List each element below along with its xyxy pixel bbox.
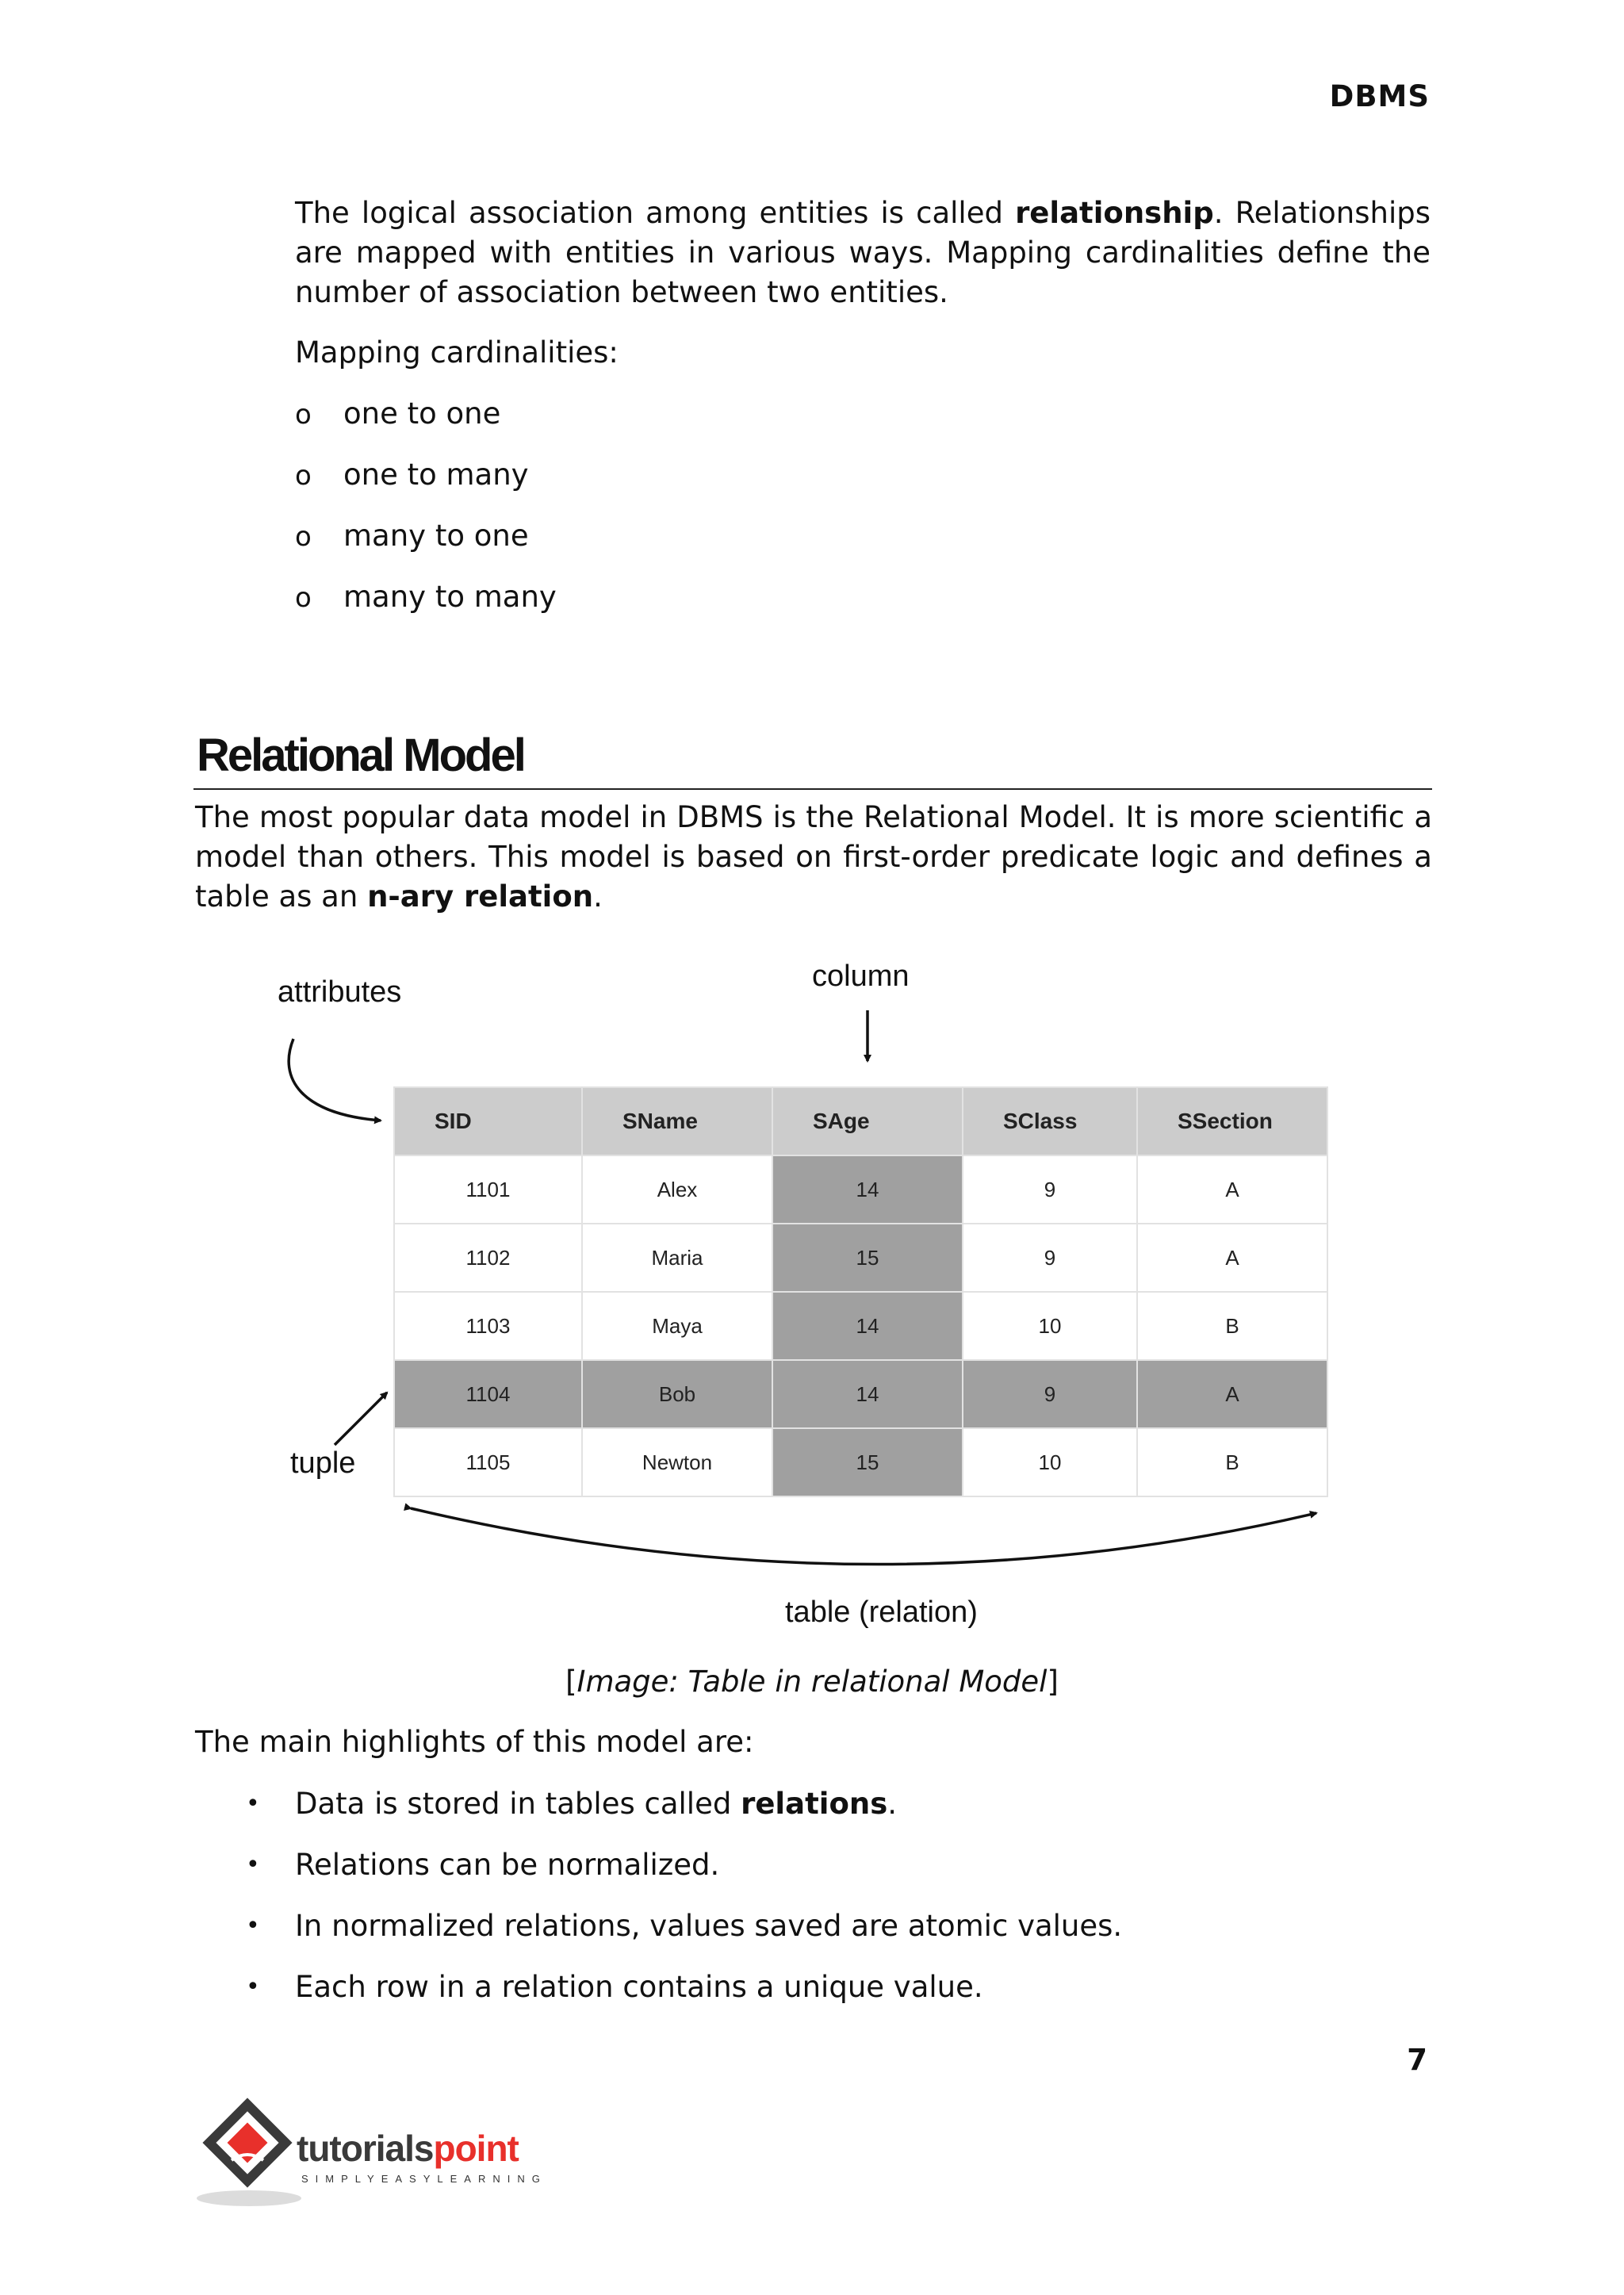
page-header-title: DBMS: [1329, 79, 1430, 113]
relational-table-figure: [270, 960, 1364, 1657]
figure-caption: [0, 1662, 1624, 1702]
page-number: 7: [1407, 2043, 1427, 2077]
section-text-post: .: [593, 879, 603, 914]
section-paragraph: [195, 798, 1432, 917]
table-row: [394, 1292, 1327, 1360]
section-heading: Relational Model: [197, 730, 524, 781]
highlighted-tuple-row: [394, 1360, 1327, 1428]
table-relation-label: table (relation): [785, 1596, 978, 1629]
list-item: many to one: [343, 519, 529, 553]
column-label: column: [812, 960, 910, 993]
list-item: Each row in a relation contains a unique value.: [295, 1970, 983, 2004]
table-cell: 1105: [394, 1428, 582, 1496]
list-item: one to many: [343, 458, 529, 492]
table-cell: 14: [772, 1292, 963, 1360]
list-item: [295, 1784, 897, 1824]
table-cell: 9: [963, 1224, 1137, 1292]
table-cell: 10: [963, 1292, 1137, 1360]
table-cell: B: [1137, 1292, 1327, 1360]
column-header: SClass: [963, 1087, 1137, 1155]
list-bullet: •: [246, 1851, 260, 1879]
table-cell: A: [1137, 1224, 1327, 1292]
table-cell: Alex: [582, 1155, 772, 1224]
table-row: [394, 1155, 1327, 1224]
column-header: SAge: [772, 1087, 963, 1155]
list-item-bold: relations: [741, 1787, 888, 1821]
logo-wordmark: [297, 2127, 519, 2170]
table-cell: 14: [772, 1360, 963, 1428]
table-row: [394, 1224, 1327, 1292]
table-cell: 15: [772, 1224, 963, 1292]
intro-paragraph: [295, 193, 1431, 312]
list-bullet: •: [246, 1790, 260, 1818]
section-bold-term: n-ary relation: [367, 879, 594, 914]
caption-text: Image: Table in relational Model: [576, 1665, 1048, 1699]
table-cell: 9: [963, 1155, 1137, 1224]
list-bullet: o: [295, 399, 312, 431]
list-item-text-post: .: [887, 1787, 898, 1821]
heading-divider: [193, 788, 1432, 790]
attributes-arrow: [289, 1039, 381, 1121]
logo-diamond-icon: [193, 2094, 304, 2213]
table-cell: 15: [772, 1428, 963, 1496]
table-cell: 9: [963, 1360, 1137, 1428]
list-item-text: Data is stored in tables called: [295, 1787, 741, 1821]
highlights-intro: The main highlights of this model are:: [195, 1725, 754, 1759]
table-cell: A: [1137, 1155, 1327, 1224]
table-cell: 1102: [394, 1224, 582, 1292]
logo-wordmark-part1: tutorials: [297, 2128, 434, 2169]
intro-text: The logical association among entities is called: [295, 196, 1016, 230]
table-cell: B: [1137, 1428, 1327, 1496]
caption-bracket: ]: [1047, 1665, 1059, 1699]
list-item: Relations can be normalized.: [295, 1848, 720, 1882]
list-bullet: o: [295, 521, 312, 553]
table-cell: Bob: [582, 1360, 772, 1428]
caption-bracket: [: [565, 1665, 577, 1699]
intro-text-post: . Relationships are mapped with entities in various ways. Mapping cardinalities define the number of association between two entities.: [295, 196, 1431, 309]
table-cell: 10: [963, 1428, 1137, 1496]
column-header: SName: [582, 1087, 772, 1155]
tuple-arrow: [335, 1393, 387, 1445]
table-header-row: [394, 1087, 1327, 1155]
intro-bold-term: relationship: [1015, 196, 1214, 230]
list-item: one to one: [343, 397, 501, 431]
table-relation-arrow: [411, 1508, 1316, 1565]
relation-table: [393, 1086, 1328, 1497]
table-cell: Maya: [582, 1292, 772, 1360]
list-item: In normalized relations, values saved are atomic values.: [295, 1909, 1123, 1943]
table-cell: 1103: [394, 1292, 582, 1360]
logo-tagline: SIMPLYEASYLEARNING: [301, 2173, 547, 2185]
attributes-label: attributes: [278, 975, 402, 1009]
table-cell: A: [1137, 1360, 1327, 1428]
tutorialspoint-logo: [193, 2094, 574, 2213]
list-bullet: o: [295, 460, 312, 492]
section-text: The most popular data model in DBMS is the Relational Model. It is more scientific a model than others. This model is based on first-order predicate logic and defines a table as an: [195, 800, 1432, 914]
column-header: SSection: [1137, 1087, 1327, 1155]
list-bullet: o: [295, 582, 312, 614]
table-cell: 1104: [394, 1360, 582, 1428]
tuple-label: tuple: [290, 1446, 356, 1480]
table-cell: 14: [772, 1155, 963, 1224]
column-header: SID: [394, 1087, 582, 1155]
logo-wordmark-part2: point: [433, 2128, 519, 2169]
table-cell: Maria: [582, 1224, 772, 1292]
list-bullet: •: [246, 1912, 260, 1940]
list-bullet: •: [246, 1973, 260, 2001]
mapping-label: Mapping cardinalities:: [295, 335, 619, 370]
table-cell: Newton: [582, 1428, 772, 1496]
table-row: [394, 1428, 1327, 1496]
table-cell: 1101: [394, 1155, 582, 1224]
list-item: many to many: [343, 580, 557, 614]
